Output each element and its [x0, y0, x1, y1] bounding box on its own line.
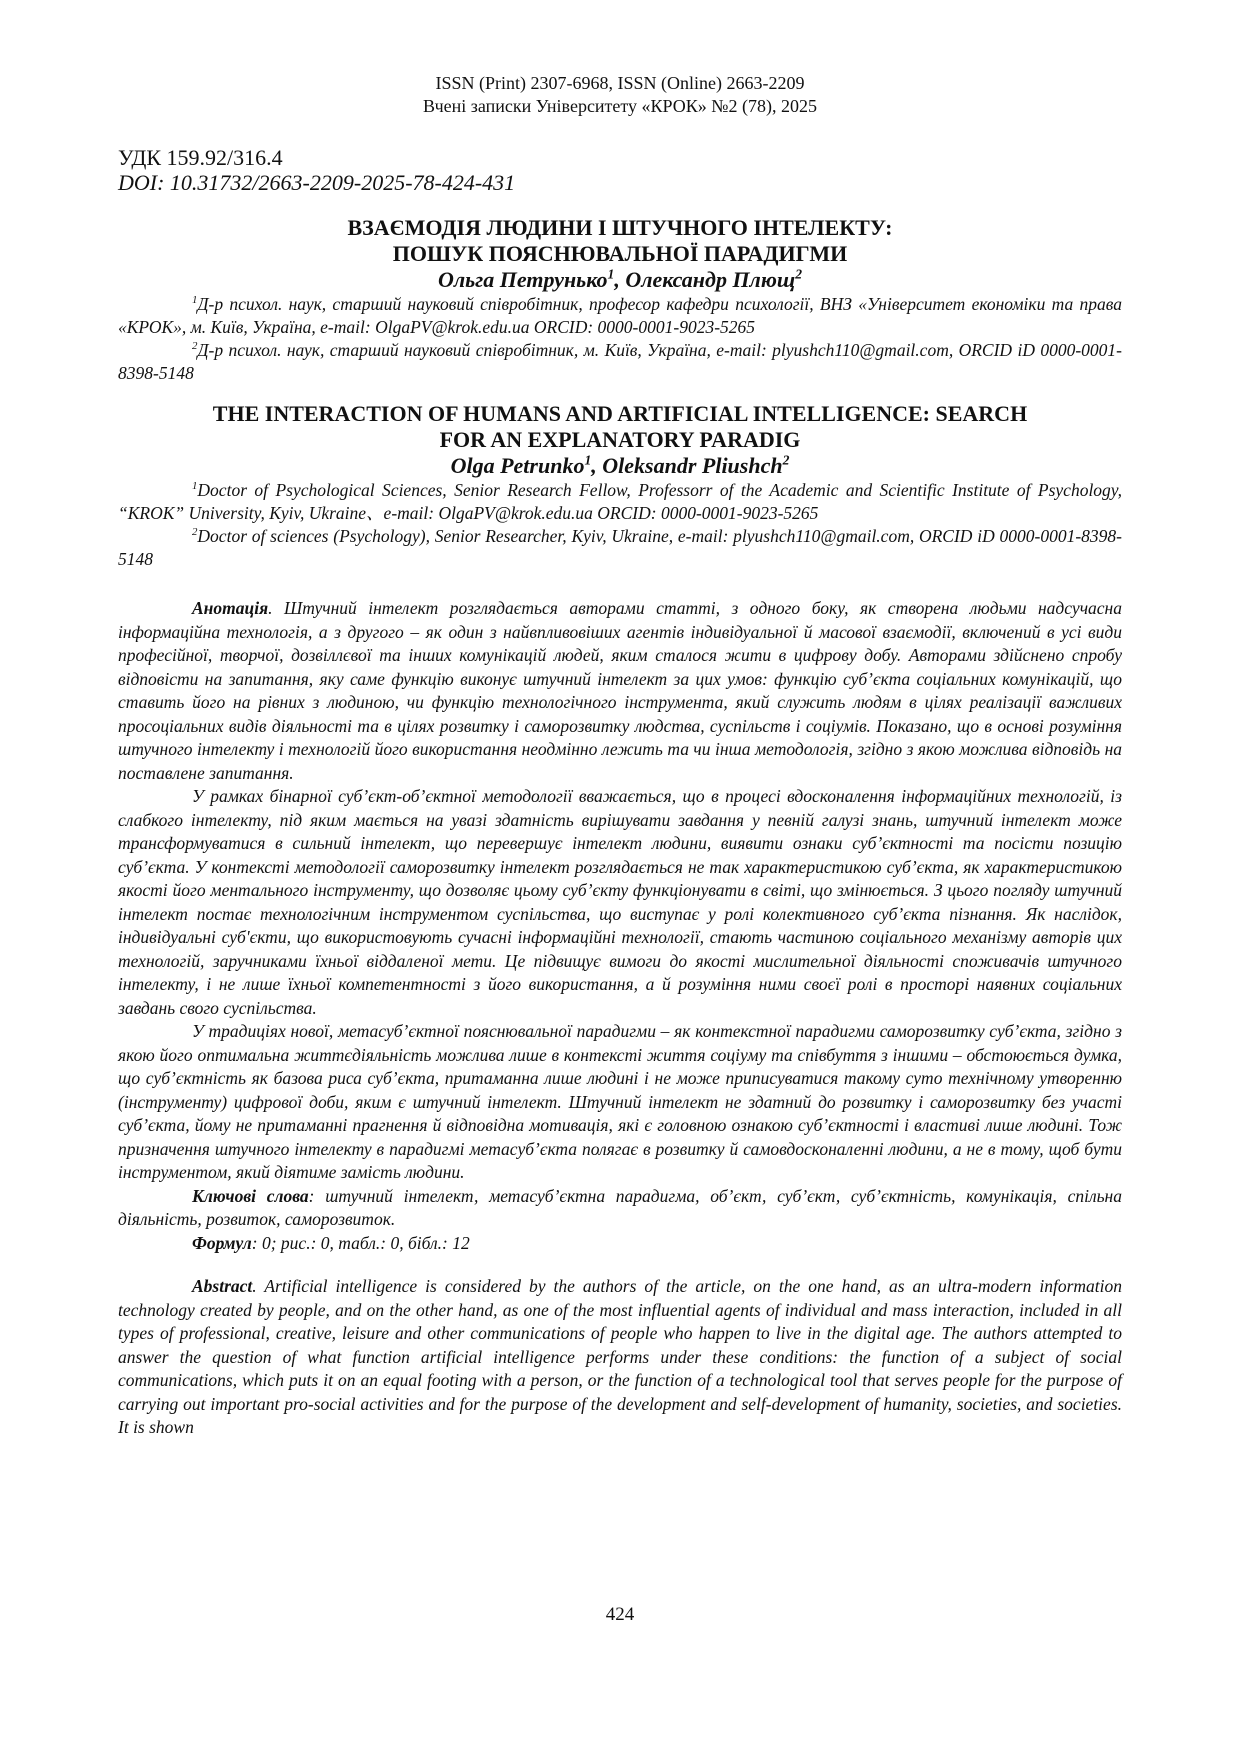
ua-affiliation-1 [118, 293, 1122, 339]
keywords-label: Ключові слова [192, 1185, 309, 1206]
ua-affiliation-2 [118, 339, 1122, 385]
journal-header [118, 72, 1122, 118]
annotation-label: Анотація [192, 598, 269, 618]
ua-author1-sup: 1 [607, 266, 615, 282]
ua-title-line2: ПОШУК ПОЯСНЮВАЛЬНОЇ ПАРАДИГМИ [392, 241, 848, 266]
annotation-paragraph-1 [118, 597, 1122, 785]
en-affiliation-2 [118, 525, 1122, 571]
ua-aff2-sup: 2 [192, 340, 198, 353]
annotation-section [118, 597, 1122, 1255]
annotation-paragraph-3: У традиціях нової, метасуб’єктної пояснювальної парадигми – як контекстної парадигми саморозвитку суб’єкта, згідно з якою його оптимальна життєдіяльність можлива лише в контексті життя соціуму та співбуття з іншими – обстоюється думка, що суб’єктність як базова риса суб’єкта, притаманна лише людині і не може приписуватися такому суто технічному утворенню (інструменту) цифрової доби, яким є штучний інтелект. Штучний інтелект не здатний до розвитку і саморозвитку без участі суб’єкта, йому не притаманні прагнення й відповідна мотивація, які є головною ознакою суб’єктності і властиві лише людині. Тож призначення штучного інтелекту в парадигмі метасуб’єкта полягає в розвитку й самовдосконаленні людини, а не в тому, щоб бути інструментом, який діятиме замість людини. [118, 1021, 1122, 1182]
doi: DOI: 10.31732/2663-2209-2025-78-424-431 [118, 170, 516, 195]
formula-text: : 0; рис.: 0, табл.: 0, бібл.: 12 [251, 1232, 470, 1253]
en-title [118, 401, 1122, 453]
keywords-text: : штучний інтелект, метасуб’єктна парадигма, об’єкт, суб’єкт, суб’єктність, комунікація, спільна діяльність, розвиток, саморозвиток. [118, 1185, 1122, 1229]
page-number: 424 [605, 1604, 635, 1625]
en-aff2-text: Doctor of sciences (Psychology), Senior Researcher, Kyiv, Ukraine, e-mail: plyushch110@gmail.com, ORCID iD 0000-0001-8398-5148 [118, 526, 1122, 569]
en-aff2-sup: 2 [192, 526, 198, 539]
en-author-sep: , [591, 453, 603, 478]
issn-line: ISSN (Print) 2307-6968, ISSN (Online) 2663-2209 [435, 73, 805, 93]
keywords-paragraph [118, 1185, 1122, 1232]
en-author1-sup: 1 [584, 452, 592, 468]
ua-authors [118, 267, 1122, 293]
en-aff1-sup: 1 [192, 480, 198, 493]
ua-title-line1: ВЗАЄМОДІЯ ЛЮДИНИ І ШТУЧНОГО ІНТЕЛЕКТУ: [347, 215, 893, 240]
en-affiliation-1 [118, 479, 1122, 525]
ua-author2-sup: 2 [795, 266, 803, 282]
ua-aff2-text: Д-р психол. наук, старший науковий співробітник, м. Київ, Україна, e-mail: plyushch110@gmail.com, ORCID iD 0000-0001-8398-5148 [118, 340, 1122, 383]
formula-line [118, 1232, 1122, 1256]
annotation-text-1: . Штучний інтелект розглядається авторами статті, з одного боку, як створена людьми надсучасна інформаційна технологія, а з другого – як один з найвпливовіших агентів індивідуальної й масової взаємодії, включений в усі види професійної, творчої, дозвіллєвої та інших комунікацій людей, яким сталося жити в цифрову добу. Авторами здійснено спробу відповісти на запитання, яку саме функцію виконує штучний інтелект за цих умов: функцію суб’єкта соціальних комунікацій, що ставить його на рівних з людиною, чи функцію технологічного інструмента, який служить людям в цілях реалізації важливих просоціальних видів діяльності та в цілях розвитку і саморозвитку людства, суспільств і соціумів. Показано, що в основі розуміння штучного інтелекту і технологій його використання неодмінно лежить та чи інша методологія, згідно з якою можлива відповідь на поставлене запитання. [118, 598, 1122, 783]
en-title-line2: FOR AN EXPLANATORY PARADIG [439, 427, 801, 452]
udk-code: УДК 159.92/316.4 [118, 145, 283, 170]
page [118, 72, 1122, 1440]
ua-author2: Олександр Плющ [625, 267, 796, 292]
abstract-paragraph [118, 1275, 1122, 1440]
en-author2: Oleksandr Pliushch [602, 453, 783, 478]
journal-line: Вчені записки Університету «КРОК» №2 (78), 2025 [423, 96, 817, 116]
en-authors [118, 453, 1122, 479]
annotation-paragraph-2: У рамках бінарної суб’єкт-об’єктної методології вважається, що в процесі вдосконалення інформаційних технологій, із слабкого інтелекту, під яким мається на увазі здатність вирішувати завдання у певній галузі знань, штучний інтелект може трансформуватися в сильний інтелект, що перевершує інтелект людини, виявити ознаки суб’єктності та посісти позицію суб’єкта. У контексті методології саморозвитку інтелект розглядається не так характеристикою суб’єкта, як характеристикою якості його ментального інструменту, що дозволяє цьому суб’єкту функціонувати в світі, що змінюється. З цього погляду штучний інтелект постає технологічним інструментом суспільства, що виступає у ролі колективного суб’єкта пізнання. Як наслідок, індивідуальні суб'єкти, що використовують сучасні інформаційні технології, стають частиною соціального механізму авторів цих технологій, заручниками їхньої віддаленої мети. Це підвищує вимоги до якості мислительної діяльності споживачів штучного інтелекту, і не лише їхньої компетентності з його використання, а й розуміння ними своєї ролі в просторі наявних соціальних завдань свого суспільства. [118, 786, 1122, 1018]
abstract-label: Abstract [192, 1276, 253, 1296]
en-author1: Olga Petrunko [450, 453, 585, 478]
en-author2-sup: 2 [782, 452, 790, 468]
en-aff1-text: Doctor of Psychological Sciences, Senior Research Fellow, Professorr of the Academic and Scientific Institute of Psychology, “KROK” University, Kyiv, Ukraine、e-mail: OlgaPV@krok.edu.ua ORCID: 0000-0001-9023-5265 [118, 480, 1122, 523]
en-title-line1: THE INTERACTION OF HUMANS AND ARTIFICIAL INTELLIGENCE: SEARCH [212, 401, 1028, 426]
ua-aff1-sup: 1 [192, 294, 198, 307]
ua-author-sep: , [614, 267, 626, 292]
formula-label: Формул [192, 1232, 252, 1253]
ua-author1: Ольга Петрунько [437, 267, 608, 292]
abstract-section [118, 1275, 1122, 1440]
abstract-text: . Artificial intelligence is considered by the authors of the article, on the one hand, as an ultra-modern information technology created by people, and on the other hand, as one of the most influential agents of individual and mass interaction, included in all types of professional, creative, leisure and other communications of people who happen to live in the digital age. The authors attempted to answer the question of what function artificial intelligence performs under these conditions: the function of a subject of social communications, which puts it on an equal footing with a person, or the function of a technological tool that serves people for the purpose of carrying out important pro-social activities and for the purpose of the development and self-development of humanity, societies, and societies. It is shown [118, 1276, 1122, 1437]
ua-aff1-text: Д-р психол. наук, старший науковий співробітник, професор кафедри психології, ВНЗ «Університет економіки та права «КРОК», м. Київ, Україна, e-mail: OlgaPV@krok.edu.ua ORCID: 0000-0001-9023-5265 [118, 294, 1122, 337]
ua-title [118, 215, 1122, 267]
